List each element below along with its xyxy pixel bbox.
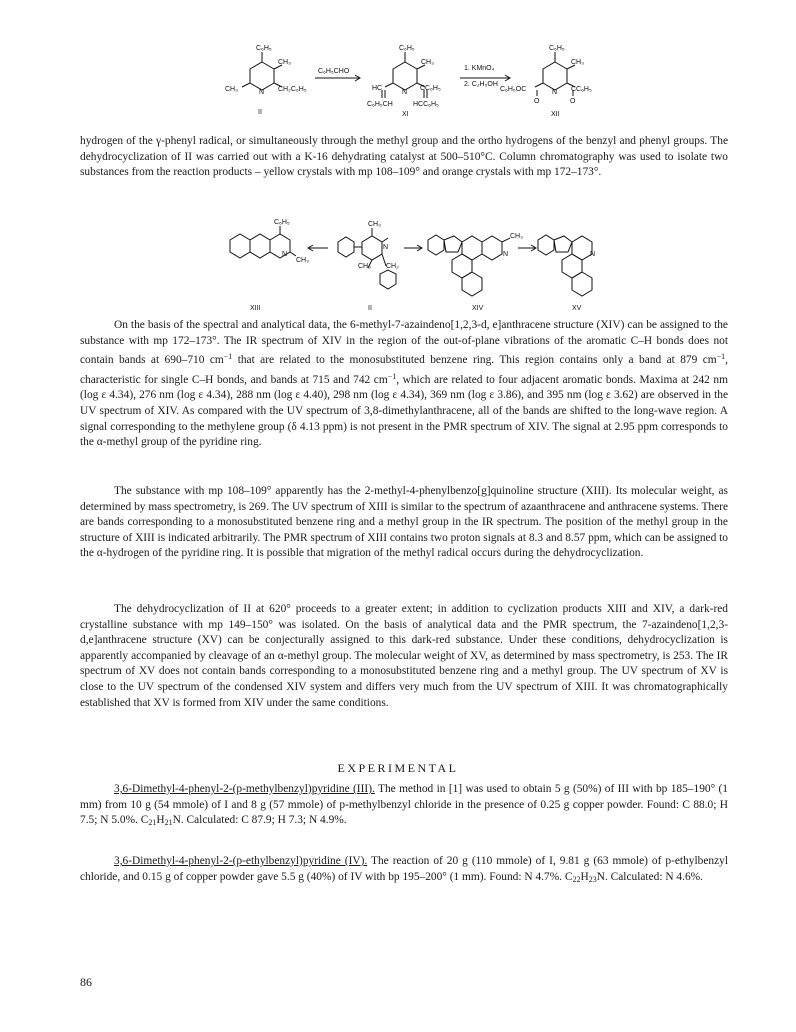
o-label: O (570, 98, 576, 105)
compound-label-xiii: XIII (250, 305, 261, 312)
ch3-label: CH₃ (358, 263, 371, 270)
hc-label: HC (372, 85, 383, 92)
subscript: 21 (164, 818, 173, 828)
superscript: −1 (387, 371, 397, 381)
paragraph-2 (80, 318, 728, 451)
paragraph-5 (80, 782, 728, 831)
compound-label-xiv: XIV (472, 305, 484, 312)
compound-label-xi: XI (402, 111, 409, 118)
ch3-label: CH₃ (421, 59, 434, 66)
paragraph-4: The dehydrocyclization of II at 620° proceeds to a greater extent; in addition to cyclization products XIII and XIV, a dark-red crystalline substance with mp 149–150° was isolated. On the basis of analytical data and the PMR spectrum, the 7-azaindeno[1,2,3-d,e]anthracene structure (XV) can be conjecturally assigned to this dark-red substance. Under these conditions, dehydrocyclization is apparently accompanied by cleavage of an α-methyl group. The molecular weight of XV, as determined by mass spectrometry, is 253. The IR spectrum of XV does not contain bands corresponding to a monosubstituted benzene ring and a methyl group. The UV spectrum of XV is close to the UV spectrum of the condensed XIV system and differs very much from the UV spectrum of XIII. It was chromatographically established that XV is formed from XIV under the same conditions. (80, 603, 728, 709)
ch2-label: CH₂ (386, 263, 399, 270)
paragraph-3: The substance with mp 108–109° apparently has the 2-methyl-4-phenylbenzo[g]quinoline structure (XIII). Its molecular weight, as determined by mass spectrometry, is 269. The UV spectrum of XIII is similar to the spectrum of azaanthracene and anthracene systems. There are bands corresponding to a monosubstituted benzene ring and a methyl group in the IR spectrum. The position of the methyl group in the structure of XIII is indicated arbitrarily. The PMR spectrum of XIII contains two proton signals at 8.3 and 8.57 ppm, which can be assigned to the α-hydrogen of the pyridine ring. It is possible that migration of the methyl radical occurs during the dehydrocyclization. (80, 485, 728, 560)
ch3-label: CH₃ (278, 59, 291, 66)
c6h5-label: C₆H₅ (256, 45, 272, 52)
n-label: N (402, 89, 408, 96)
compound-title: 3,6-Dimethyl-4-phenyl-2-(p-methylbenzyl)pyridine (III). (114, 783, 375, 795)
compound-label-xv: XV (572, 305, 582, 312)
superscript: −1 (716, 352, 726, 362)
formula-h: H (156, 814, 165, 827)
paragraph-6-body-b: N. Calculated: N 4.6%. (596, 870, 704, 883)
reaction-scheme-2 (220, 212, 600, 312)
subscript: 21 (148, 818, 157, 828)
scheme-2-svg (220, 212, 600, 312)
reagent-label: C₆H₅CHO (318, 68, 350, 75)
n-label: N (552, 89, 558, 96)
ch3-label: CH₃ (296, 257, 309, 264)
n-label: N (282, 251, 288, 258)
c6h5oc-label: C₆H₅OC (500, 86, 527, 93)
formula-h: H (580, 870, 589, 883)
o-label: O (534, 98, 540, 105)
hcc6h5-label: HCC₆H₅ (413, 101, 439, 108)
reagent-label: 1. KMnO₄ (464, 65, 495, 72)
paragraph-5-body-b: N. Calculated: C 87.9; H 7.3; N 4.9%. (172, 814, 347, 827)
ch2c6h5-label: CH₂C₆H₅ (278, 86, 307, 93)
section-heading: EXPERIMENTAL (337, 761, 459, 775)
paragraph-2-text-b: that are related to the monosubstituted benzene ring. This region contains only a band at 879 cm (232, 354, 717, 367)
paragraph-5-body-a: The method in [1] was used to obtain 5 g (50%) of III with bp 185–190° (1 mm) from 10 g (54 mmole) of I and 8 g (57 mmole) of p-methylbenzyl chloride in the presence of 0.25 g copper powder. Found: C 88.0; H 7.5; N 5.0%. C (80, 783, 729, 827)
paragraph-1: hydrogen of the γ-phenyl radical, or simultaneously through the methyl group and the ortho hydrogens of the benzyl and phenyl groups. The dehydrocyclization of II was carried out with a K-16 dehydrating catalyst at 500–510°C. Column chromatography was used to isolate two substances from the reaction products – yellow crystals with mp 108–109° and orange crystals with mp 172–173°. (80, 135, 728, 179)
page-number: 86 (80, 975, 92, 989)
compound-title: 3,6-Dimethyl-4-phenyl-2-(p-ethylbenzyl)pyridine (IV). (114, 855, 368, 867)
c6h5-label: C₆H₅ (274, 219, 290, 226)
superscript: −1 (223, 352, 233, 362)
reagent-label: 2. C₂H₅OH (464, 81, 498, 88)
n-label: N (383, 244, 389, 251)
reaction-scheme-1 (220, 40, 610, 122)
subscript: 23 (588, 874, 597, 884)
compound-label-ii: II (258, 109, 262, 116)
ch3-label: CH₃ (571, 59, 584, 66)
scheme-1-svg (220, 40, 610, 122)
n-label: N (259, 89, 265, 96)
compound-label-xii: XII (551, 111, 560, 118)
paragraph-2-text-a: On the basis of the spectral and analytical data, the 6-methyl-7-azaindeno[1,2,3-d, e]anthracene structure (XIV) can be assigned to the substance with mp 172–173°. The IR spectrum of XIV in the region of the out-of-plane vibrations of the aromatic C–H bonds does not contain bands at 690–710 cm (80, 319, 728, 367)
paragraph-2-text-c: , characteristic for single C–H bonds, and bands at 715 and 742 cm (80, 354, 728, 386)
c6h5-label: C₆H₅ (399, 45, 415, 52)
c6h5-label: C₆H₅ (549, 45, 565, 52)
cc6h5-label: CC₆H₅ (571, 86, 592, 93)
n-label: N (590, 251, 596, 258)
ch3-label: CH₃ (510, 233, 523, 240)
paragraph-6-body-a: The reaction of 20 g (110 mmole) of I, 9.81 g (63 mmole) of p-ethylbenzyl chloride, and 0.15 g of copper powder gave 5.5 g (40%) of IV with bp 195–200° (1 mm). Found: N 4.7%. C (80, 855, 728, 883)
paragraph-6 (80, 854, 728, 887)
n-label: N (503, 251, 509, 258)
ch3-label: CH₃ (225, 86, 238, 93)
compound-label-ii: II (368, 305, 372, 312)
ch3-label: CH₃ (368, 221, 381, 228)
c6h5ch-label: C₆H₅CH (367, 101, 393, 108)
subscript: 22 (572, 874, 581, 884)
paragraph-2-text-d: , which are related to four adjacent aromatic bonds. Maxima at 242 nm (log ε 4.34), 276 nm (log ε 4.34), 288 nm (log ε 4.40), 298 nm (log ε 4.34), 369 nm (log ε 3.86), and 395 nm (log ε 3.62) are observed in the UV spectrum of XIV. As compared with the UV spectrum of 3,8-dimethylanthracene, all of the bands are shifted to the long-wave region. A signal corresponding to the methylene group (δ 4.13 ppm) is not present in the PMR spectrum of XIV. The signal at 2.95 ppm corresponds to the α-methyl group of the pyridine ring. (80, 373, 728, 449)
cc6h5-label: CC₆H₅ (420, 85, 441, 92)
